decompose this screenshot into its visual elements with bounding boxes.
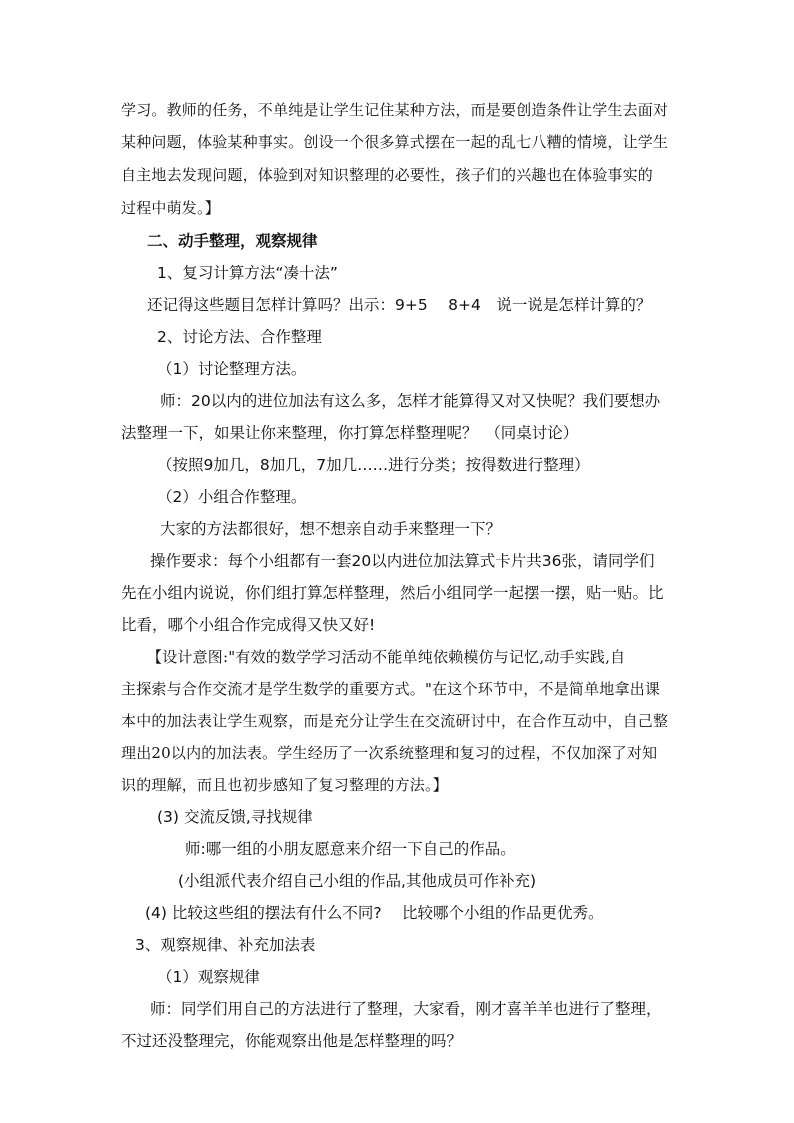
- paragraph-line: （1）讨论整理方法。: [157, 360, 307, 378]
- paragraph-line: 师：20以内的进位加法有这么多，怎样才能算得又对又快呢？我们要想办: [160, 392, 661, 410]
- paragraph-line: 自主地去发现问题，体验到对知识整理的必要性，孩子们的兴趣也在体验事实的: [121, 166, 654, 184]
- paragraph-line: 先在小组内说说，你们组打算怎样整理，然后小组同学一起摆一摆，贴一贴。比: [121, 584, 664, 602]
- paragraph-line: 还记得这些题目怎样计算吗？出示：9+5 8+4 说一说是怎样计算的？: [147, 296, 652, 314]
- paragraph-line: 师:哪一组的小朋友愿意来介绍一下自己的作品。: [185, 840, 516, 858]
- paragraph-line: 【设计意图:"有效的数学学习活动不能单纯依赖模仿与记忆,动手实践,自: [147, 648, 626, 666]
- paragraph-line: (3) 交流反馈,寻找规律: [157, 808, 313, 826]
- paragraph-line: 过程中萌发。】: [121, 199, 220, 217]
- paragraph-line: （按照9加几，8加几，7加几……进行分类；按得数进行整理）: [157, 456, 590, 474]
- paragraph-line: 不过还没整理完，你能观察出他是怎样整理的吗？: [121, 1032, 463, 1050]
- paragraph-line: 操作要求：每个小组都有一套20以内进位加法算式卡片共36张，请同学们: [150, 552, 655, 570]
- paragraph-line: 理出20以内的加法表。学生经历了一次系统整理和复习的过程，不仅加深了对知: [121, 744, 658, 762]
- paragraph-line: (4) 比较这些组的摆法有什么不同? 比较哪个小组的作品更优秀。: [145, 904, 604, 922]
- paragraph-line: 师：同学们用自己的方法进行了整理，大家看，刚才喜羊羊也进行了整理，: [150, 1000, 662, 1018]
- paragraph-line: 某种问题，体验某种事实。创设一个很多算式摆在一起的乱七八糟的情境，让学生: [121, 133, 669, 151]
- paragraph-line: 主探索与合作交流才是学生数学的重要方式。"在这个环节中，不是简单地拿出课: [121, 680, 661, 698]
- paragraph-line: （2）小组合作整理。: [157, 488, 307, 506]
- paragraph-line: (小组派代表介绍自己小组的作品,其他成员可作补充): [178, 872, 537, 890]
- section-heading: 二、动手整理，观察规律: [147, 232, 318, 250]
- paragraph-line: 法整理一下，如果让你来整理，你打算怎样整理呢？ （同桌讨论）: [121, 424, 579, 442]
- paragraph-line: 比看，哪个小组合作完成得又快又好!: [121, 616, 376, 634]
- subsection-heading: 3、观察规律、补充加法表: [135, 936, 316, 954]
- paragraph-line: 学习。教师的任务，不单纯是让学生记住某种方法，而是要创造条件让学生去面对: [121, 101, 669, 119]
- subsection-heading: 1、复习计算方法“凑十法”: [157, 264, 338, 282]
- paragraph-line: （1）观察规律: [157, 968, 260, 986]
- subsection-heading: 2、讨论方法、合作整理: [157, 328, 322, 346]
- paragraph-line: 识的理解，而且也初步感知了复习整理的方法。】: [121, 776, 448, 794]
- paragraph-line: 大家的方法都很好，想不想亲自动手来整理一下？: [160, 520, 502, 538]
- paragraph-line: 本中的加法表让学生观察，而是充分让学生在交流研讨中，在合作互动中，自己整: [121, 712, 669, 730]
